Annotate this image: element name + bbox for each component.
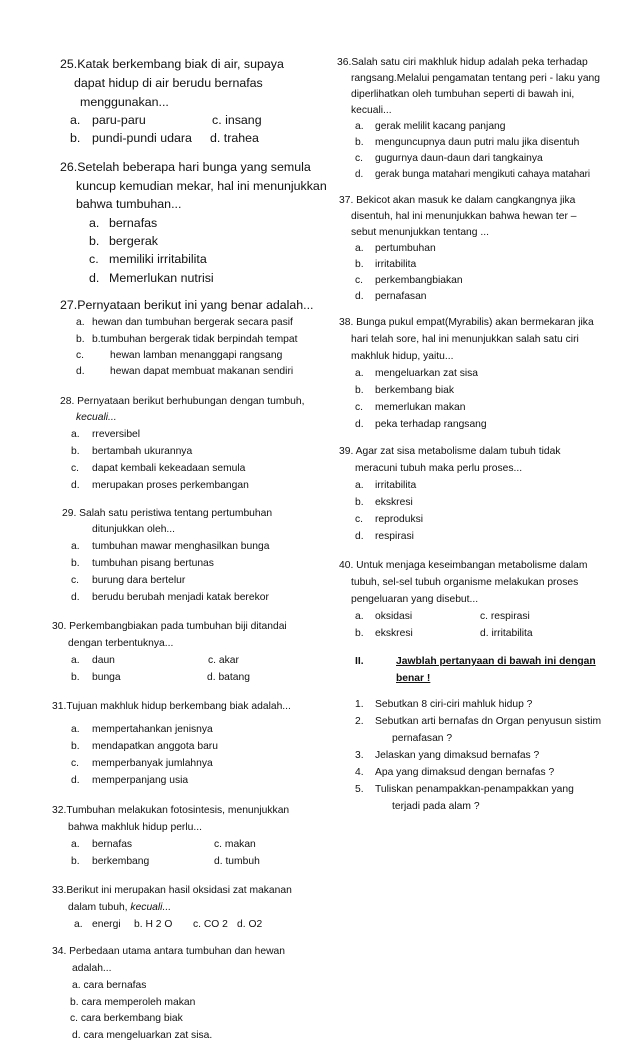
option-text: mempertahankan jenisnya [92, 724, 213, 735]
essay-question: Sebutkan 8 ciri-ciri mahluk hidup ? [375, 699, 533, 710]
question-stem: 25.Katak berkembang biak di air, supaya [60, 57, 284, 71]
question-stem: adalah... [72, 963, 112, 974]
option-text: oksidasi [375, 611, 413, 622]
option-letter: b. [71, 446, 80, 457]
question-stem: diperlihatkan oleh tumbuhan seperti di bawah ini, [351, 89, 575, 100]
option-letter: a. [71, 839, 80, 850]
option-text: ekskresi [375, 628, 413, 639]
option-text: bertambah ukurannya [92, 446, 193, 457]
option-letter: c. [71, 758, 80, 769]
question-stem: 39. Agar zat sisa metabolisme dalam tubuh tidak [339, 446, 561, 457]
option-text: c. akar [208, 655, 239, 666]
option-text: c. insang [212, 113, 262, 127]
option-letter: b. [76, 334, 85, 345]
question-stem-text: dalam tubuh, [68, 902, 128, 913]
option-letter: a. [71, 724, 80, 735]
option-text: d. batang [207, 672, 250, 683]
option-letter: d. [76, 366, 85, 377]
option-text: d. tumbuh [214, 856, 260, 867]
option-text: memperbanyak jumlahnya [92, 758, 213, 769]
option-text: d. trahea [210, 131, 259, 145]
option-letter: b. [89, 234, 100, 248]
option-text: mendapatkan anggota baru [92, 741, 218, 752]
option-text: pundi-pundi udara [92, 131, 192, 145]
option-text: pernafasan [375, 291, 427, 302]
essay-number: 5. [355, 784, 364, 795]
question-stem: 32.Tumbuhan melakukan fotosintesis, menunjukkan [52, 805, 290, 816]
question-stem: makhluk hidup, yaitu... [351, 351, 454, 362]
option-letter: c. [89, 252, 99, 266]
question-stem: 26.Setelah beberapa hari bunga yang semula [60, 160, 311, 174]
question-stem: disentuh, hal ini menunjukkan bahwa hewan ter – [351, 211, 577, 222]
option-letter: a. [76, 317, 85, 328]
question-stem: 36.Salah satu ciri makhluk hidup adalah peka terhadap [337, 57, 588, 68]
option-text: Memerlukan nutrisi [109, 271, 214, 285]
option-text: memiliki irritabilita [109, 252, 207, 266]
option-text: gugurnya daun-daun dari tangkainya [375, 153, 543, 164]
option-text: irritabilita [375, 480, 417, 491]
option-letter: c. [71, 463, 80, 474]
question-stem [68, 902, 171, 913]
option-letter: c. [71, 575, 80, 586]
option-letter: c. [355, 275, 364, 286]
question-stem: 40. Untuk menjaga keseimbangan metabolisme dalam [339, 560, 588, 571]
option-text: memperpanjang usia [92, 775, 189, 786]
option-letter: a. [355, 121, 364, 132]
question-stem: kuncup kemudian mekar, hal ini menunjukkan [76, 179, 327, 193]
option-text: gerak bunga matahari mengikuti cahaya matahari [375, 169, 591, 180]
option-text: berudu berubah menjadi katak berekor [92, 592, 269, 603]
question-stem: kecuali... [351, 105, 392, 116]
question-stem: 37. Bekicot akan masuk ke dalam cangkangnya jika [339, 195, 576, 206]
option-text: a. cara bernafas [72, 980, 147, 991]
option-letter: b. [71, 741, 80, 752]
option-letter: a. [355, 480, 364, 491]
option-letter: b. [71, 672, 80, 683]
option-letter: b. [355, 628, 364, 639]
essay-question: Sebutkan arti bernafas dn Organ penyusun sistim [375, 716, 602, 727]
option-text: b.tumbuhan bergerak tidak berpindah tempat [92, 334, 298, 345]
option-letter: a. [355, 368, 364, 379]
option-text: burung dara bertelur [92, 575, 186, 586]
option-letter: c. [355, 514, 364, 525]
option-letter: d. [71, 775, 80, 786]
question-stem: 34. Perbedaan utama antara tumbuhan dan hewan [52, 946, 285, 957]
essay-question: pernafasan ? [392, 733, 453, 744]
question-stem: meracuni tubuh maka perlu proses... [355, 463, 523, 474]
option-text: gerak melilit kacang panjang [375, 121, 506, 132]
question-stem: 33.Berikut ini merupakan hasil oksidasi zat makanan [52, 885, 292, 896]
option-text: berkembang [92, 856, 150, 867]
question-stem: tubuh, sel-sel tubuh organisme melakukan proses [351, 577, 579, 588]
option-text: b. H 2 O [134, 919, 173, 930]
question-stem: 30. Perkembangbiakan pada tumbuhan biji ditandai [52, 621, 287, 632]
option-text: bergerak [109, 234, 158, 248]
option-letter: b. [70, 131, 81, 145]
option-letter: d. [71, 592, 80, 603]
question-stem: bahwa makhluk hidup perlu... [68, 822, 202, 833]
option-text: c. respirasi [480, 611, 530, 622]
option-text: hewan dapat membuat makanan sendiri [110, 366, 294, 377]
question-stem: 31.Tujuan makhluk hidup berkembang biak adalah... [52, 701, 291, 712]
question-stem: bahwa tumbuhan... [76, 197, 182, 211]
option-text: mengeluarkan zat sisa [375, 368, 479, 379]
option-letter: a. [355, 243, 364, 254]
option-text: b. cara memperoleh makan [70, 997, 196, 1008]
option-text: dapat kembali kekeadaan semula [92, 463, 246, 474]
option-letter: b. [355, 497, 364, 508]
essay-number: 2. [355, 716, 364, 727]
option-text: reproduksi [375, 514, 424, 525]
option-letter: d. [89, 271, 100, 285]
option-text: d. cara mengeluarkan zat sisa. [72, 1030, 213, 1041]
question-stem-kecuali: kecuali... [76, 412, 117, 423]
section-number: II. [355, 656, 364, 667]
question-stem: dengan terbentuknya... [68, 638, 174, 649]
option-letter: a. [74, 919, 83, 930]
option-text: c. cara berkembang biak [70, 1013, 183, 1024]
option-letter: d. [355, 291, 364, 302]
section-title: benar ! [396, 673, 431, 684]
option-text: hewan dan tumbuhan bergerak secara pasif [92, 317, 293, 328]
question-stem: 29. Salah satu peristiwa tentang pertumbuhan [62, 508, 273, 519]
option-text: tumbuhan mawar menghasilkan bunga [92, 541, 270, 552]
option-text: menguncupnya daun putri malu jika disentuh [375, 137, 580, 148]
option-letter: a. [70, 113, 81, 127]
option-text: energi [92, 919, 121, 930]
option-text: d. irritabilita [480, 628, 533, 639]
question-stem: 28. Pernyataan berikut berhubungan dengan tumbuh, [60, 396, 305, 407]
question-stem: dapat hidup di air berudu bernafas [74, 76, 263, 90]
option-text: ekskresi [375, 497, 413, 508]
question-stem: sebut menunjukkan tentang ... [351, 227, 489, 238]
option-text: tumbuhan pisang bertunas [92, 558, 214, 569]
option-letter: c. [76, 350, 85, 361]
essay-question: terjadi pada alam ? [392, 801, 480, 812]
option-letter: d. [355, 531, 364, 542]
option-text: rreversibel [92, 429, 141, 440]
essay-question: Jelaskan yang dimaksud bernafas ? [375, 750, 540, 761]
option-text: pertumbuhan [375, 243, 436, 254]
option-text: irritabilita [375, 259, 417, 270]
option-text: memerlukan makan [375, 402, 466, 413]
option-letter: b. [355, 385, 364, 396]
option-letter: b. [355, 137, 364, 148]
option-text: peka terhadap rangsang [375, 419, 487, 430]
essay-number: 4. [355, 767, 364, 778]
option-letter: a. [89, 216, 100, 230]
option-letter: a. [71, 655, 80, 666]
essay-number: 3. [355, 750, 364, 761]
option-text: respirasi [375, 531, 414, 542]
option-text: berkembang biak [375, 385, 454, 396]
question-stem: 27.Pernyataan berikut ini yang benar adalah... [60, 298, 314, 312]
essay-question: Apa yang dimaksud dengan bernafas ? [375, 767, 555, 778]
option-letter: c. [355, 402, 364, 413]
option-text: bernafas [92, 839, 133, 850]
option-text: c. makan [214, 839, 256, 850]
essay-question: Tuliskan penampakkan-penampakkan yang [375, 784, 574, 795]
essay-number: 1. [355, 699, 364, 710]
option-letter: c. [355, 153, 364, 164]
option-letter: a. [355, 611, 364, 622]
section-title: Jawblah pertanyaan di bawah ini dengan [396, 656, 596, 667]
option-letter: a. [71, 541, 80, 552]
option-letter: a. [71, 429, 80, 440]
option-text: bernafas [109, 216, 158, 230]
option-text: merupakan proses perkembangan [92, 480, 249, 491]
option-text: paru-paru [92, 113, 146, 127]
option-text: c. CO 2 [193, 919, 228, 930]
question-stem-kecuali: kecuali... [130, 902, 172, 913]
option-letter: d. [71, 480, 80, 491]
question-stem: hari telah sore, hal ini menunjukkan salah satu ciri [351, 334, 579, 345]
option-text: d. O2 [237, 919, 263, 930]
question-stem: rangsang.Melalui pengamatan tentang peri - laku yang [351, 73, 601, 84]
question-stem: ditunjukkan oleh... [92, 524, 176, 535]
question-stem: pengeluaran yang disebut... [351, 594, 479, 605]
option-letter: b. [355, 259, 364, 270]
question-stem: 38. Bunga pukul empat(Myrabilis) akan bermekaran jika [339, 317, 594, 328]
option-text: hewan lamban menanggapi rangsang [110, 350, 283, 361]
option-text: perkembangbiakan [375, 275, 463, 286]
question-stem: menggunakan... [80, 95, 169, 109]
option-letter: d. [355, 419, 364, 430]
option-letter: b. [71, 558, 80, 569]
option-text: bunga [92, 672, 121, 683]
option-letter: b. [71, 856, 80, 867]
option-letter: d. [355, 169, 364, 180]
option-text: daun [92, 655, 115, 666]
